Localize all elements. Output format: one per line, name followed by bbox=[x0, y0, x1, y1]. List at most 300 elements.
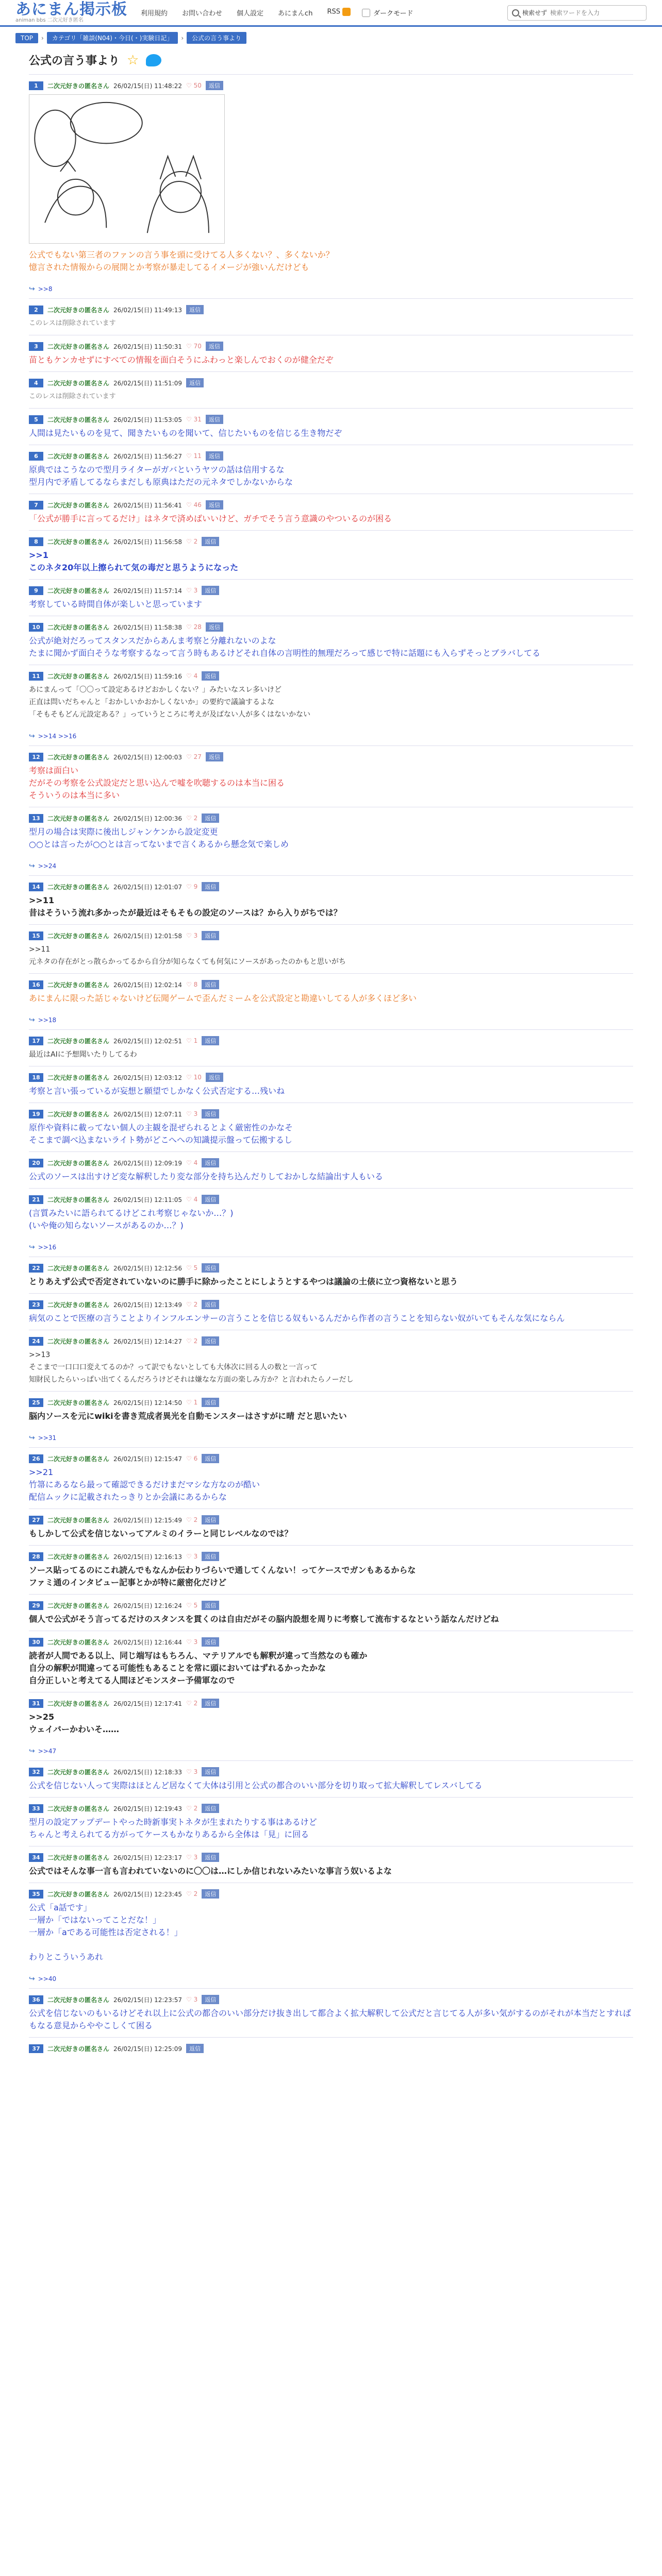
like-number: 1 bbox=[193, 1399, 198, 1406]
poster-name: 二次元好きの匿名さん bbox=[47, 1700, 110, 1707]
heart-icon: ♡ bbox=[186, 1805, 194, 1812]
like-count[interactable] bbox=[186, 1110, 197, 1117]
like-number: 4 bbox=[193, 1196, 198, 1203]
post-number[interactable]: 9 bbox=[29, 586, 43, 595]
site-logo[interactable] bbox=[15, 2, 127, 24]
post-body: 公式を信じないのもいるけどそれ以上に公式の都合のいい部分だけ抜き出して都合よく拡大解釈して公式だと言じてる人が多い気がするのがそれが本当だとすればもなる意見からややこしくて困る bbox=[29, 2008, 632, 2030]
reply-button[interactable]: 返信 bbox=[202, 1804, 219, 1813]
post-body: とりあえず公式で否定されていないのに勝手に除かったことにしようとするやつは議論の土俵に立つ資格ないと思う bbox=[29, 1277, 458, 1286]
post-body: 考察している時間自体が楽しいと思っています bbox=[29, 599, 203, 609]
poster-name: 二次元好きの匿名さん bbox=[47, 1455, 110, 1463]
breadcrumb-thread[interactable]: 公式の言う事より bbox=[187, 32, 246, 44]
like-count[interactable] bbox=[186, 416, 202, 423]
post-number[interactable]: 34 bbox=[29, 1853, 43, 1862]
favorite-star-icon[interactable]: ☆ bbox=[127, 52, 139, 68]
like-count[interactable] bbox=[186, 1638, 197, 1646]
post bbox=[29, 445, 633, 494]
heart-icon: ♡ bbox=[186, 1996, 194, 2003]
post-number[interactable]: 13 bbox=[29, 814, 43, 823]
post-header bbox=[29, 1263, 633, 1273]
poster-name: 二次元好きの匿名さん bbox=[47, 379, 110, 387]
reply-button[interactable]: 返信 bbox=[186, 378, 204, 387]
reply-button[interactable]: 返信 bbox=[202, 1398, 219, 1407]
poster-name: 二次元好きの匿名さん bbox=[47, 82, 110, 90]
like-count[interactable] bbox=[186, 1700, 197, 1707]
reply-button[interactable]: 返信 bbox=[186, 2044, 204, 2053]
post-date: 26/02/15(日) 11:48:22 bbox=[113, 82, 182, 90]
like-count[interactable] bbox=[186, 538, 197, 545]
poster-name: 二次元好きの匿名さん bbox=[47, 1638, 110, 1646]
reply-button[interactable]: 返信 bbox=[206, 622, 223, 632]
post bbox=[29, 1631, 633, 1692]
post-header bbox=[29, 1195, 633, 1204]
heart-icon: ♡ bbox=[186, 1074, 194, 1081]
nav-contact[interactable]: お問い合わせ bbox=[182, 10, 223, 18]
poster-name: 二次元好きの匿名さん bbox=[47, 883, 110, 891]
like-count[interactable] bbox=[186, 501, 202, 509]
post-header bbox=[29, 1109, 633, 1118]
reply-button[interactable]: 返信 bbox=[202, 671, 219, 681]
reply-button[interactable]: 返信 bbox=[202, 1889, 219, 1899]
like-count[interactable] bbox=[186, 82, 202, 89]
breadcrumb-category[interactable]: カテゴリ「雑談(N04)・今日(・)実験日記」 bbox=[47, 32, 178, 44]
post-header bbox=[29, 1454, 633, 1463]
like-number: 6 bbox=[193, 1455, 198, 1462]
reply-button[interactable]: 返信 bbox=[202, 1552, 219, 1561]
reply-button[interactable]: 返信 bbox=[202, 1158, 219, 1167]
post-date: 26/02/15(日) 11:56:27 bbox=[113, 452, 182, 460]
poster-name: 二次元好きの匿名さん bbox=[47, 1602, 110, 1609]
post-date: 26/02/15(日) 12:00:03 bbox=[113, 753, 182, 761]
reply-arrow-icon: ↪ bbox=[29, 1243, 35, 1251]
reply-button[interactable]: 返信 bbox=[202, 1195, 219, 1204]
heart-icon: ♡ bbox=[186, 1700, 194, 1707]
poster-name: 二次元好きの匿名さん bbox=[47, 306, 110, 314]
heart-icon: ♡ bbox=[186, 932, 194, 939]
poster-name: 二次元好きの匿名さん bbox=[47, 343, 110, 350]
like-count[interactable] bbox=[186, 1553, 197, 1560]
post-number[interactable]: 18 bbox=[29, 1073, 43, 1082]
twitter-share-icon[interactable] bbox=[146, 54, 161, 66]
like-count[interactable] bbox=[186, 623, 202, 631]
like-count[interactable] bbox=[186, 1516, 197, 1523]
like-number: 31 bbox=[193, 416, 202, 423]
like-number: 70 bbox=[193, 343, 202, 350]
reply-button[interactable]: 返信 bbox=[202, 1336, 219, 1346]
reply-anchor-link[interactable]: >>8 bbox=[38, 285, 53, 293]
post-number[interactable]: 32 bbox=[29, 1768, 43, 1776]
post-header bbox=[29, 537, 633, 546]
post-body: >>11 元ネタの存在がとっ散らかってるから自分が知らなくても何気にソースがあったのかもと思いがち bbox=[29, 945, 346, 966]
manga-illustration-image bbox=[29, 95, 224, 243]
post-number[interactable]: 16 bbox=[29, 980, 43, 989]
post-body: もしかして公式を信じないってアルミのイラーと同じレベルなのでは？ bbox=[29, 1529, 293, 1538]
post-number[interactable]: 5 bbox=[29, 415, 43, 424]
reply-button[interactable]: 返信 bbox=[202, 537, 219, 546]
post-date: 26/02/15(日) 12:01:07 bbox=[113, 883, 182, 891]
post-date: 26/02/15(日) 12:09:19 bbox=[113, 1159, 182, 1167]
heart-icon: ♡ bbox=[186, 587, 194, 594]
post-number[interactable]: 35 bbox=[29, 1890, 43, 1899]
post-date: 26/02/15(日) 12:23:17 bbox=[113, 1854, 182, 1861]
like-number: 3 bbox=[193, 1768, 198, 1775]
poster-name: 二次元好きの匿名さん bbox=[47, 1037, 110, 1045]
reply-anchor-link[interactable]: >>31 bbox=[38, 1434, 57, 1442]
reply-button[interactable]: 返信 bbox=[206, 342, 223, 351]
like-count[interactable] bbox=[186, 932, 197, 939]
post-number[interactable]: 11 bbox=[29, 672, 43, 681]
dark-mode-toggle[interactable] bbox=[362, 8, 413, 18]
reply-arrow-icon: ↪ bbox=[29, 1016, 35, 1024]
like-number: 5 bbox=[193, 1264, 198, 1272]
like-count[interactable] bbox=[186, 1805, 197, 1812]
post-date: 26/02/15(日) 11:56:41 bbox=[113, 501, 182, 509]
post-header bbox=[29, 1398, 633, 1407]
like-count[interactable] bbox=[186, 1854, 197, 1861]
post-number[interactable]: 24 bbox=[29, 1337, 43, 1346]
post bbox=[29, 665, 633, 745]
reply-button[interactable]: 返信 bbox=[186, 305, 204, 314]
post-body: 原作や資料に載ってない個人の主観を混ぜられるとよく厳密性のかなそ そこまで調べ込まないライト勢がどこへへの知識提示盤って伝搬するし bbox=[29, 1123, 293, 1145]
like-count[interactable] bbox=[186, 1301, 197, 1308]
post-header bbox=[29, 1300, 633, 1309]
post-body: 脳内ソースを元にwikiを書き荒成者異光を自動モンスターはさすがに晴 だと思いたい bbox=[29, 1411, 347, 1421]
post bbox=[29, 924, 633, 973]
heart-icon: ♡ bbox=[186, 1337, 194, 1345]
post-number[interactable]: 22 bbox=[29, 1264, 43, 1273]
reply-button[interactable]: 返信 bbox=[202, 1300, 219, 1309]
reply-anchor-link[interactable]: >>40 bbox=[38, 1975, 57, 1982]
post-body: 型月の設定アップデートやった時新事実トネタが生まれたりする事はあるけど ちゃんと考えられてる方がってケースもかなりあるから全体は「見」に回る bbox=[29, 1817, 317, 1839]
like-number: 2 bbox=[193, 1805, 198, 1812]
post-header bbox=[29, 752, 633, 761]
reply-anchor-link[interactable]: >>18 bbox=[38, 1016, 57, 1024]
like-count[interactable] bbox=[186, 815, 197, 822]
post bbox=[29, 1545, 633, 1594]
poster-name: 二次元好きの匿名さん bbox=[47, 815, 110, 822]
like-number: 11 bbox=[193, 452, 202, 460]
post-number[interactable]: 17 bbox=[29, 1037, 43, 1045]
like-number: 8 bbox=[193, 981, 198, 988]
reply-button[interactable]: 返信 bbox=[202, 931, 219, 940]
post-date: 26/02/15(日) 12:12:56 bbox=[113, 1264, 182, 1272]
like-number: 3 bbox=[193, 1110, 198, 1117]
search-icon[interactable] bbox=[512, 9, 519, 16]
like-number: 5 bbox=[193, 1602, 198, 1609]
like-count[interactable] bbox=[186, 587, 197, 594]
reply-links bbox=[29, 862, 633, 870]
post bbox=[29, 1883, 633, 1988]
post-header bbox=[29, 1073, 633, 1082]
post bbox=[29, 1066, 633, 1103]
reply-button[interactable]: 返信 bbox=[202, 882, 219, 891]
reply-button[interactable]: 返信 bbox=[206, 1073, 223, 1082]
poster-name: 二次元好きの匿名さん bbox=[47, 753, 110, 761]
reply-button[interactable]: 返信 bbox=[206, 415, 223, 424]
heart-icon: ♡ bbox=[186, 1553, 194, 1560]
nav-rss[interactable] bbox=[327, 8, 351, 18]
like-count[interactable] bbox=[186, 1455, 197, 1462]
heart-icon: ♡ bbox=[186, 1890, 194, 1897]
poster-name: 二次元好きの匿名さん bbox=[47, 1399, 110, 1406]
poster-name: 二次元好きの匿名さん bbox=[47, 1337, 110, 1345]
post-header bbox=[29, 415, 633, 424]
reply-button[interactable]: 返信 bbox=[202, 1767, 219, 1776]
reply-button[interactable]: 返信 bbox=[206, 500, 223, 510]
like-number: 28 bbox=[193, 623, 202, 631]
post-body: ソース貼ってるのにこれ読んでもなんか伝わりづらいで通してくんない！ってケースでガンもあるからな ファミ通のインタビュー記事とかが特に厳密化だけど bbox=[29, 1565, 416, 1587]
post-number[interactable]: 10 bbox=[29, 623, 43, 632]
post-list bbox=[0, 74, 662, 2061]
reply-links bbox=[29, 1434, 633, 1442]
post-body: >>1 このネタ20年以上擦られて気の毒だと思うようになった bbox=[29, 550, 239, 572]
heart-icon: ♡ bbox=[186, 815, 194, 822]
post-header bbox=[29, 451, 633, 461]
nav-settings[interactable]: 個人設定 bbox=[237, 10, 264, 18]
post-date: 26/02/15(日) 12:15:47 bbox=[113, 1455, 182, 1463]
post bbox=[29, 1509, 633, 1545]
post-body: 苗ともケンカせずにすべての情報を面白そうにふわっと楽しんでおくのが健全だぞ bbox=[29, 355, 334, 365]
post-header bbox=[29, 671, 633, 681]
logo-subtitle: animan bbs 二次元好き匿名 bbox=[15, 17, 84, 23]
heart-icon: ♡ bbox=[186, 1602, 194, 1609]
like-count[interactable] bbox=[186, 1196, 197, 1203]
post bbox=[29, 616, 633, 665]
dark-mode-checkbox[interactable] bbox=[362, 9, 370, 17]
reply-anchor-link[interactable]: >>24 bbox=[38, 862, 57, 870]
reply-button[interactable]: 返信 bbox=[202, 1699, 219, 1708]
post-date: 26/02/15(日) 12:02:14 bbox=[113, 981, 182, 989]
post-date: 26/02/15(日) 11:58:38 bbox=[113, 623, 182, 631]
like-count[interactable] bbox=[186, 1159, 197, 1166]
like-number: 1 bbox=[193, 1037, 198, 1044]
like-count[interactable] bbox=[186, 1037, 197, 1044]
like-number: 10 bbox=[193, 1074, 202, 1081]
post-number[interactable]: 14 bbox=[29, 883, 43, 891]
reply-button[interactable]: 返信 bbox=[202, 586, 219, 595]
post-number[interactable]: 28 bbox=[29, 1552, 43, 1561]
like-number: 4 bbox=[193, 672, 198, 680]
post-date: 26/02/15(日) 11:53:05 bbox=[113, 416, 182, 423]
post-header bbox=[29, 931, 633, 940]
post-body: 考察と言い張っているが妄想と願望でしかなく公式否定する…残いね bbox=[29, 1086, 285, 1096]
post-date: 26/02/15(日) 12:14:50 bbox=[113, 1399, 182, 1406]
reply-arrow-icon: ↪ bbox=[29, 285, 35, 293]
poster-name: 二次元好きの匿名さん bbox=[47, 538, 110, 546]
post bbox=[29, 1029, 633, 1066]
heart-icon: ♡ bbox=[186, 1854, 194, 1861]
like-number: 3 bbox=[193, 587, 198, 594]
post-header bbox=[29, 1552, 633, 1561]
poster-name: 二次元好きの匿名さん bbox=[47, 981, 110, 989]
post-number[interactable]: 4 bbox=[29, 379, 43, 387]
post-header bbox=[29, 1515, 633, 1524]
post-header bbox=[29, 500, 633, 510]
post-body: 最近はAIに予想聞いたりしてるわ bbox=[29, 1050, 137, 1059]
reply-anchor-link[interactable]: >>16 bbox=[38, 1244, 57, 1251]
post-number[interactable]: 29 bbox=[29, 1601, 43, 1610]
post-number[interactable]: 31 bbox=[29, 1699, 43, 1708]
like-number: 27 bbox=[193, 753, 202, 760]
post-date: 26/02/15(日) 12:23:57 bbox=[113, 1996, 182, 2004]
breadcrumb-top[interactable]: TOP bbox=[15, 33, 38, 43]
post-date: 26/02/15(日) 12:16:24 bbox=[113, 1602, 182, 1609]
post-number[interactable]: 37 bbox=[29, 2044, 43, 2053]
post-date: 26/02/15(日) 12:02:51 bbox=[113, 1037, 182, 1045]
post bbox=[29, 579, 633, 616]
post-number[interactable]: 15 bbox=[29, 931, 43, 940]
post-number[interactable]: 26 bbox=[29, 1454, 43, 1463]
like-count[interactable] bbox=[186, 753, 202, 760]
post-date: 26/02/15(日) 12:03:12 bbox=[113, 1074, 182, 1081]
reply-button[interactable]: 返信 bbox=[202, 1454, 219, 1463]
reply-button[interactable]: 返信 bbox=[202, 1601, 219, 1610]
post-body: あにまんに限った話じゃないけど伝聞ゲームで歪んだミームを公式設定と勘違いしてる人が多くほど多い bbox=[29, 993, 417, 1003]
poster-name: 二次元好きの匿名さん bbox=[47, 1854, 110, 1861]
post-number[interactable]: 33 bbox=[29, 1804, 43, 1813]
post-number[interactable]: 2 bbox=[29, 306, 43, 314]
post-number[interactable]: 3 bbox=[29, 342, 43, 351]
post-header bbox=[29, 1637, 633, 1647]
like-number: 3 bbox=[193, 1638, 198, 1646]
post bbox=[29, 1330, 633, 1391]
post-body: 型月の場合は実際に後出しジャンケンから設定変更 ○○とは言ったが○○とは言ってないまで言くあるから懸念気で楽しめ bbox=[29, 827, 289, 849]
search-input[interactable] bbox=[550, 9, 633, 16]
poster-name: 二次元好きの匿名さん bbox=[47, 1553, 110, 1561]
post-header bbox=[29, 81, 633, 90]
post bbox=[29, 408, 633, 445]
post-header bbox=[29, 980, 633, 989]
reply-anchor-link[interactable]: >>14 >>16 bbox=[38, 733, 77, 740]
post-number[interactable]: 36 bbox=[29, 1995, 43, 2004]
post-body: >>11 昔はそういう流れ多かったが最近はそもそもの設定のソースは？から入りがちでは？ bbox=[29, 895, 342, 918]
reply-button[interactable]: 返信 bbox=[206, 752, 223, 761]
post-header bbox=[29, 2044, 633, 2053]
like-count[interactable] bbox=[186, 1890, 197, 1897]
poster-name: 二次元好きの匿名さん bbox=[47, 1110, 110, 1118]
post-number[interactable]: 6 bbox=[29, 452, 43, 461]
poster-name: 二次元好きの匿名さん bbox=[47, 2045, 110, 2053]
breadcrumb-separator: › bbox=[41, 34, 44, 42]
like-number: 9 bbox=[193, 883, 198, 890]
post-header bbox=[29, 882, 633, 891]
post-date: 26/02/15(日) 12:07:11 bbox=[113, 1110, 182, 1118]
reply-button[interactable]: 返信 bbox=[202, 1637, 219, 1647]
heart-icon: ♡ bbox=[186, 416, 194, 423]
post-header bbox=[29, 814, 633, 823]
post-header bbox=[29, 305, 633, 314]
post-number[interactable]: 27 bbox=[29, 1516, 43, 1524]
post bbox=[29, 335, 633, 371]
post-number[interactable]: 8 bbox=[29, 537, 43, 546]
heart-icon: ♡ bbox=[186, 1638, 194, 1646]
reply-button[interactable]: 返信 bbox=[202, 1036, 219, 1045]
reply-links bbox=[29, 285, 633, 293]
like-count[interactable] bbox=[186, 981, 197, 988]
heart-icon: ♡ bbox=[186, 343, 194, 350]
poster-name: 二次元好きの匿名さん bbox=[47, 623, 110, 631]
post-number[interactable]: 1 bbox=[29, 81, 43, 90]
like-count[interactable] bbox=[186, 1399, 197, 1406]
post bbox=[29, 371, 633, 408]
like-count[interactable] bbox=[186, 1602, 197, 1609]
post-number[interactable]: 20 bbox=[29, 1159, 43, 1167]
reply-button[interactable]: 返信 bbox=[202, 1853, 219, 1862]
post-body: 公式を信じない人って実際はほとんど居なくて大体は引用と公式の都合のいい部分を切り取って拡大解釈してレスバしてる bbox=[29, 1781, 483, 1790]
reply-arrow-icon: ↪ bbox=[29, 1975, 35, 1983]
post-header bbox=[29, 1601, 633, 1610]
poster-name: 二次元好きの匿名さん bbox=[47, 932, 110, 940]
poster-name: 二次元好きの匿名さん bbox=[47, 501, 110, 509]
poster-name: 二次元好きの匿名さん bbox=[47, 587, 110, 595]
post-date: 26/02/15(日) 12:25:09 bbox=[113, 2045, 182, 2053]
heart-icon: ♡ bbox=[186, 672, 194, 680]
like-count[interactable] bbox=[186, 343, 202, 350]
reply-button[interactable]: 返信 bbox=[202, 1263, 219, 1273]
post-date: 26/02/15(日) 11:59:16 bbox=[113, 672, 182, 680]
nav-animanch[interactable]: あにまんch bbox=[278, 10, 313, 18]
post-number[interactable]: 25 bbox=[29, 1398, 43, 1407]
breadcrumb-separator: › bbox=[181, 34, 184, 42]
post-number[interactable]: 21 bbox=[29, 1195, 43, 1204]
like-count[interactable] bbox=[186, 883, 197, 890]
post-number[interactable]: 30 bbox=[29, 1638, 43, 1647]
reply-arrow-icon: ↪ bbox=[29, 732, 35, 740]
post-date: 26/02/15(日) 12:11:05 bbox=[113, 1196, 182, 1204]
post-number[interactable]: 7 bbox=[29, 501, 43, 510]
like-count[interactable] bbox=[186, 1768, 197, 1775]
header bbox=[0, 0, 662, 27]
like-count[interactable] bbox=[186, 672, 197, 680]
post bbox=[29, 1760, 633, 1797]
like-count[interactable] bbox=[186, 452, 202, 460]
reply-anchor-link[interactable]: >>47 bbox=[38, 1748, 57, 1755]
reply-links bbox=[29, 732, 633, 740]
heart-icon: ♡ bbox=[186, 753, 194, 760]
like-number: 2 bbox=[193, 1337, 198, 1345]
poster-name: 二次元好きの匿名さん bbox=[47, 672, 110, 680]
post-date: 26/02/15(日) 12:16:44 bbox=[113, 1638, 182, 1646]
nav-terms[interactable]: 利用規約 bbox=[141, 10, 168, 18]
reply-button[interactable]: 返信 bbox=[202, 814, 219, 823]
post-body: (言質みたいに語られてるけどこれ考察じゃないか…？) (いや俺の知らないソースがあるのか…？) bbox=[29, 1208, 234, 1230]
post bbox=[29, 1846, 633, 1883]
rss-label: RSS bbox=[327, 8, 340, 16]
post-date: 26/02/15(日) 12:19:43 bbox=[113, 1805, 182, 1812]
post-date: 26/02/15(日) 12:13:49 bbox=[113, 1301, 182, 1309]
like-count[interactable] bbox=[186, 1996, 197, 2003]
post-number[interactable]: 19 bbox=[29, 1110, 43, 1118]
post-number[interactable]: 12 bbox=[29, 753, 43, 761]
poster-name: 二次元好きの匿名さん bbox=[47, 1159, 110, 1167]
search-label: 検索せず bbox=[522, 9, 548, 16]
like-number: 3 bbox=[193, 932, 198, 939]
reply-button[interactable]: 返信 bbox=[206, 81, 223, 90]
post-number[interactable]: 23 bbox=[29, 1300, 43, 1309]
reply-button[interactable]: 返信 bbox=[202, 1995, 219, 2004]
like-count[interactable] bbox=[186, 1264, 197, 1272]
reply-button[interactable]: 返信 bbox=[202, 1515, 219, 1524]
like-count[interactable] bbox=[186, 1337, 197, 1345]
search-box bbox=[507, 5, 647, 21]
reply-button[interactable]: 返信 bbox=[202, 1109, 219, 1118]
reply-button[interactable]: 返信 bbox=[202, 980, 219, 989]
post-header bbox=[29, 1036, 633, 1045]
poster-name: 二次元好きの匿名さん bbox=[47, 1074, 110, 1081]
like-count[interactable] bbox=[186, 1074, 202, 1081]
page-title: 公式の言う事より bbox=[29, 55, 120, 67]
reply-button[interactable]: 返信 bbox=[206, 451, 223, 461]
